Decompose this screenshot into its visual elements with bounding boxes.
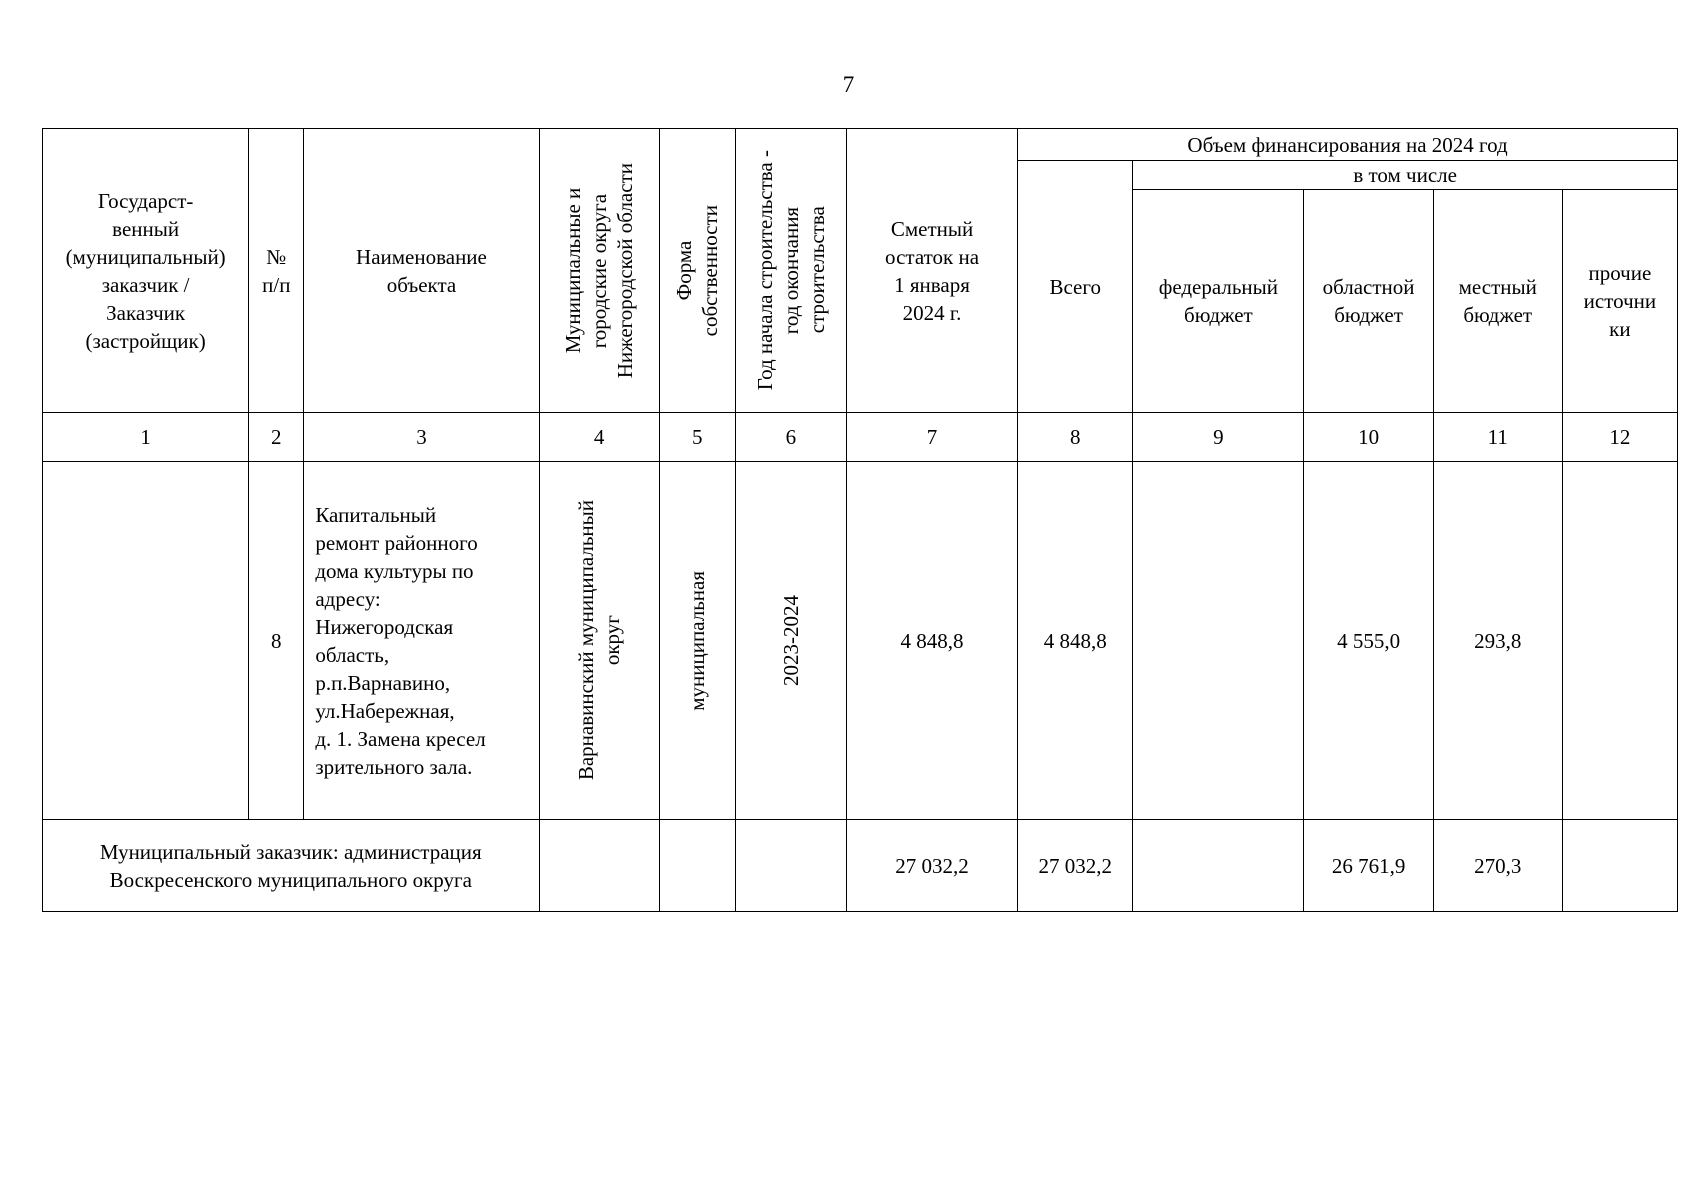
column-number: 4 bbox=[539, 413, 659, 462]
header-federal: федеральный бюджет bbox=[1133, 190, 1304, 413]
column-number: 6 bbox=[735, 413, 846, 462]
header-funding-group: Объем финансирования на 2024 год bbox=[1018, 129, 1678, 161]
column-number: 11 bbox=[1433, 413, 1562, 462]
header-object-name: Наименование объекта bbox=[304, 129, 539, 413]
header-customer: Государст- венный (муниципальный) заказчик / Заказчик (застройщик) bbox=[43, 129, 249, 413]
header-other: прочие источни ки bbox=[1562, 190, 1677, 413]
column-number: 7 bbox=[846, 413, 1017, 462]
header-including-group: в том числе bbox=[1133, 161, 1678, 190]
header-construction-years: Год начала строительства - год окончания строительства bbox=[735, 129, 846, 413]
row-object-name: Капитальный ремонт районного дома культуры по адресу: Нижегородская область, р.п.Варнавино, ул.Набережная, д. 1. Замена кресел зрительного зала. bbox=[304, 462, 539, 820]
row-customer bbox=[43, 462, 249, 820]
row-federal bbox=[1133, 462, 1304, 820]
financing-table bbox=[42, 128, 1678, 912]
summary-total: 27 032,2 bbox=[1018, 820, 1133, 912]
column-number: 9 bbox=[1133, 413, 1304, 462]
table-row bbox=[43, 462, 1678, 820]
column-number: 8 bbox=[1018, 413, 1133, 462]
header-regional: областной бюджет bbox=[1304, 190, 1433, 413]
summary-local: 270,3 bbox=[1433, 820, 1562, 912]
column-number: 2 bbox=[249, 413, 304, 462]
row-local: 293,8 bbox=[1433, 462, 1562, 820]
summary-label: Муниципальный заказчик: администрация Воскресенского муниципального округа bbox=[43, 820, 540, 912]
row-other bbox=[1562, 462, 1677, 820]
column-number: 12 bbox=[1562, 413, 1677, 462]
header-municipality: Муниципальные и городские округа Нижегородской области bbox=[539, 129, 659, 413]
row-ownership: муниципальная bbox=[659, 462, 735, 820]
summary-federal bbox=[1133, 820, 1304, 912]
summary-regional: 26 761,9 bbox=[1304, 820, 1433, 912]
summary-municipality bbox=[539, 820, 659, 912]
page-number: 7 bbox=[842, 72, 855, 97]
row-years: 2023-2024 bbox=[735, 462, 846, 820]
column-number: 10 bbox=[1304, 413, 1433, 462]
row-estimate-remainder: 4 848,8 bbox=[846, 462, 1017, 820]
row-number: 8 bbox=[249, 462, 304, 820]
row-regional: 4 555,0 bbox=[1304, 462, 1433, 820]
summary-years bbox=[735, 820, 846, 912]
summary-ownership bbox=[659, 820, 735, 912]
column-number: 1 bbox=[43, 413, 249, 462]
column-number: 5 bbox=[659, 413, 735, 462]
header-total: Всего bbox=[1018, 161, 1133, 413]
header-local: местный бюджет bbox=[1433, 190, 1562, 413]
summary-estimate-remainder: 27 032,2 bbox=[846, 820, 1017, 912]
summary-other bbox=[1562, 820, 1677, 912]
header-estimate-remainder: Сметный остаток на 1 января 2024 г. bbox=[846, 129, 1017, 413]
row-total: 4 848,8 bbox=[1018, 462, 1133, 820]
header-number: № п/п bbox=[249, 129, 304, 413]
column-number: 3 bbox=[304, 413, 539, 462]
header-ownership: Форма собственности bbox=[659, 129, 735, 413]
column-numbers-row bbox=[43, 413, 1678, 462]
summary-row bbox=[43, 820, 1678, 912]
row-municipality: Варнавинский муниципальный округ bbox=[539, 462, 659, 820]
